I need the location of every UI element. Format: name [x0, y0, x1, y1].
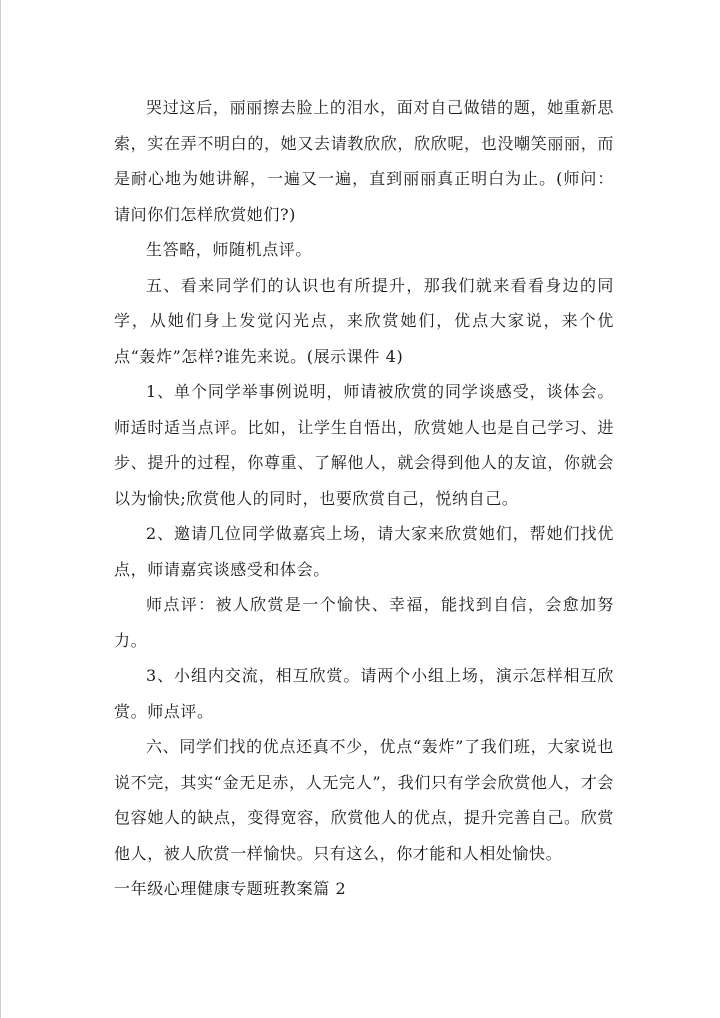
paragraph-4: 1、单个同学举事例说明，师请被欣赏的同学谈感受，谈体会。师适时适当点评。比如，让学生自悟出，欣赏她人也是自己学习、进步、提升的过程，你尊重、了解他人，就会得到他人的友谊，你就会以为愉快;欣赏他人的同时，也要欣赏自己，悦纳自己。 [114, 382, 614, 508]
paragraph-1: 哭过这后，丽丽擦去脸上的泪水，面对自己做错的题，她重新思索，实在弄不明白的，她又去请教欣欣，欣欣呢，也没嘲笑丽丽，而是耐心地为她讲解，一遍又一遍，直到丽丽真正明白为止。(师问：请问你们怎样欣赏她们?) [114, 98, 614, 224]
paragraph-2: 生答略，师随机点评。 [146, 240, 313, 259]
paragraph-7: 3、小组内交流，相互欣赏。请两个小组上场，演示怎样相互欣赏。师点评。 [114, 666, 614, 721]
section-heading: 一年级心理健康专题班教案篇 2 [114, 879, 347, 898]
document-body [114, 90, 614, 907]
paragraph-5: 2、邀请几位同学做嘉宾上场，请大家来欣赏她们，帮她们找优点，师请嘉宾谈感受和体会。 [114, 524, 614, 579]
paragraph-6: 师点评：被人欣赏是一个愉快、幸福，能找到自信，会愈加努力。 [114, 595, 614, 650]
paragraph-8: 六、同学们找的优点还真不少，优点“轰炸”了我们班，大家说也说不完，其实“金无足赤，人无完人”，我们只有学会欣赏他人，才会包容她人的缺点，变得宽容，欣赏他人的优点，提升完善自己。欣赏他人，被人欣赏一样愉快。只有这么，你才能和人相处愉快。 [114, 737, 614, 863]
paragraph-3: 五、看来同学们的认识也有所提升，那我们就来看看身边的同学，从她们身上发觉闪光点，来欣赏她们，优点大家说，来个优点“轰炸”怎样?谁先来说。(展示课件 4) [114, 275, 614, 366]
